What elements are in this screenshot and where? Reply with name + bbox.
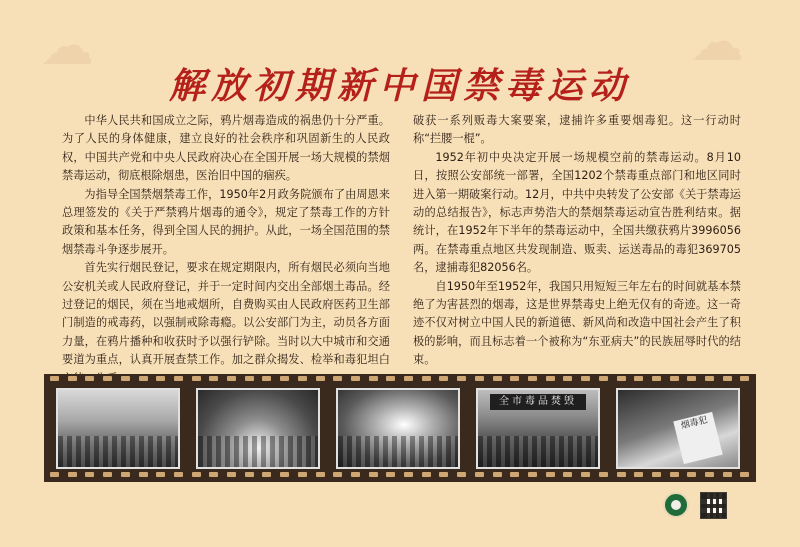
historical-photo-drug-offender bbox=[616, 388, 740, 469]
historical-photo-public-burning bbox=[336, 388, 460, 469]
paragraph: 首先实行烟民登记，要求在规定期限内，所有烟民必须向当地公安机关或人民政府登记，并于一定时间内交出全部烟土毒品。经过登记的烟民，须在当地戒烟所，自费购买由人民政府医药卫生部门制造的戒毒药，以强制戒除毒瘾。以公安部门为主，动员各方面力量，在鸦片播种和收获时予以强行铲除。当时以大中城市和交通要道为重点，认真开展查禁工作。加之群众揭发、检举和毒犯坦白 bbox=[62, 261, 390, 367]
film-perforations bbox=[44, 472, 756, 480]
paragraph: 为指导全国禁烟禁毒工作，1950年2月政务院颁布了由周恩来总理签发的《关于严禁鸦片烟毒的通令》，规定了禁毒工作的方针政策和基本任务，得到全国人民的拥护。从此，一场全国范围的禁烟禁毒斗争逐步展开。 bbox=[62, 187, 390, 256]
paragraph: 自1950年至1952年，我国只用短短三年左右的时间就基本禁绝了为害甚烈的烟毒，这是世界禁毒史上绝无仅有的奇迹。这一奇迹不仅对树立中国人民的新道德、新风尚和改造中国社会产生了积极的影响，而且标志着一个被称为“东亚病夫”的民族屈辱时代的结束。 bbox=[413, 279, 741, 367]
historical-photo-registration bbox=[56, 388, 180, 469]
historical-photo-rally-banner bbox=[476, 388, 600, 469]
paragraph: 中华人民共和国成立之际，鸦片烟毒造成的祸患仍十分严重。为了人民的身体健康，建立良好的社会秩序和巩固新生的人民政权，中国共产党和中央人民政府决心在全国开展一场大规模的禁烟禁毒运动，彻底根除烟患，医治旧中国的痼疾。 bbox=[62, 114, 390, 183]
page-title: 解放初期新中国禁毒运动 bbox=[168, 65, 631, 107]
photo-banner-text: 全市毒品焚毁 bbox=[490, 394, 586, 410]
paragraph-continued: 破获一系列贩毒大案要案，逮捕许多重要烟毒犯。这一行动时称“拦腰一棍”。 bbox=[413, 114, 741, 146]
cloud-ornament: ☁ bbox=[690, 10, 744, 73]
photo-sign-text: 烟毒犯 bbox=[673, 412, 722, 464]
left-column bbox=[62, 112, 390, 388]
historical-photo-burning-opium bbox=[196, 388, 320, 469]
paragraph: 1952年初中央决定开展一场规模空前的禁毒运动。8月10日，按照公安部统一部署，全国1202个禁毒重点部门和地区同时进入第一期破案行动。12月，中共中央转发了公安部《关于禁毒运动的总结报告》，标志声势浩大的禁烟禁毒运动宣告胜利结束。据统计，在1952年下半年的禁毒运动中，全国共缴获鸦片3996056两。在禁毒重点地区共发现制造、贩卖、运送毒品的毒犯369705名，逮捕毒犯82056名。 bbox=[413, 150, 741, 275]
emblem-logo-icon bbox=[663, 492, 689, 518]
cloud-ornament: ☁ bbox=[40, 14, 94, 77]
qr-code-icon[interactable] bbox=[700, 492, 727, 519]
film-perforations bbox=[44, 376, 756, 384]
right-column bbox=[413, 112, 741, 370]
film-strip bbox=[44, 374, 756, 482]
